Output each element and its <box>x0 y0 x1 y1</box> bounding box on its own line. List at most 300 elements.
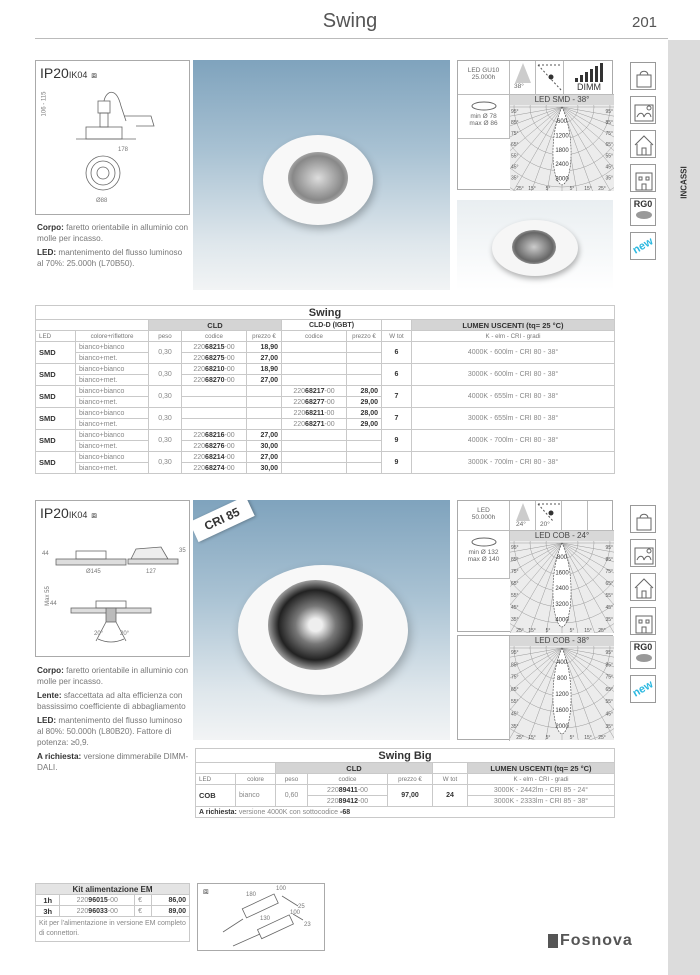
weight: 0,60 <box>276 785 308 807</box>
polar-angle-label: 85° <box>511 557 519 563</box>
polar-angle-label: 55° <box>511 153 519 160</box>
column-header: peso <box>276 774 308 785</box>
product-photo-1 <box>193 60 450 290</box>
polar-angle-label: 25° <box>598 735 606 740</box>
lumen-output: 3000K - 600lm - CRI 80 - 38° <box>412 364 615 386</box>
product-code <box>182 386 247 397</box>
polar-angle-label: 85° <box>511 662 519 669</box>
polar-angle-label: 25° <box>516 628 524 633</box>
product-code: 22068277-00 <box>282 397 347 408</box>
polar-angle-label: 95° <box>605 650 613 656</box>
product-code: 22068276-00 <box>182 441 247 452</box>
polar-angle-label: 85° <box>605 120 613 127</box>
polar-value-label: 1200 <box>555 133 569 140</box>
polar-value-label: 800 <box>556 555 568 561</box>
dim-width: 127 <box>146 569 157 575</box>
code-key: 68277 <box>305 398 325 406</box>
weight: 0,30 <box>149 386 182 408</box>
product-code: 22068214-00 <box>182 452 247 463</box>
price-cldd: 28,00 <box>347 408 382 419</box>
desc-key: A richiesta: <box>37 752 82 761</box>
empty-header <box>382 320 412 331</box>
product-code <box>182 419 247 430</box>
cri-badge: CRI 85 <box>193 500 255 542</box>
new-label: new <box>630 678 656 700</box>
polar-angle-label: 25° <box>598 186 606 191</box>
product-code: 22068274-00 <box>182 463 247 474</box>
color: bianco <box>236 785 276 807</box>
office-icon <box>630 164 656 192</box>
led-type: SMD <box>36 408 76 430</box>
polar-angle-label: 25° <box>598 628 606 633</box>
product-code <box>282 463 347 474</box>
product-code: 22068217-00 <box>282 386 347 397</box>
dim-h2: 35 <box>179 548 186 554</box>
polar-angle-label: 65° <box>511 686 519 693</box>
code-key: 68214 <box>205 453 225 461</box>
color-reflector: bianco+met. <box>76 441 149 452</box>
source-info: LED 50.000h <box>458 501 510 531</box>
table-title-row <box>36 306 615 320</box>
price-cldd <box>347 441 382 452</box>
kit-dim: 100 <box>276 886 287 892</box>
polar-angle-label: 35° <box>511 723 519 730</box>
polar-angle-label: 65° <box>511 142 519 149</box>
desc-key: Lente: <box>37 691 62 700</box>
dim-width: 178 <box>118 147 129 153</box>
new-icon <box>630 232 656 260</box>
color-reflector: bianco+met. <box>76 463 149 474</box>
cut-out-info: min Ø 132 max Ø 140 <box>458 531 510 579</box>
table-row <box>36 452 615 463</box>
table-row <box>36 408 615 419</box>
polar-angle-label: 55° <box>605 153 613 160</box>
product-photo-1b <box>457 200 613 290</box>
polar-diagram <box>510 105 614 191</box>
price-cld: 27,00 <box>247 430 282 441</box>
dim-hole: Ø88 <box>96 198 108 204</box>
price-cld: 30,00 <box>247 441 282 452</box>
fixture-drawing <box>36 61 191 216</box>
kit-dim: 180 <box>246 892 257 898</box>
rg0-label: RG0 <box>633 642 653 652</box>
technical-drawing-2 <box>35 500 190 657</box>
polar-value-label: 2000 <box>555 724 569 730</box>
kit-row <box>36 906 190 917</box>
table-title: Swing <box>36 306 615 320</box>
dim-angle-right: 20° <box>120 631 130 637</box>
kit-price: 89,00 <box>151 906 189 917</box>
description-1 <box>37 222 190 272</box>
home-icon <box>630 130 656 158</box>
watt-total: 6 <box>382 364 412 386</box>
desc-key: Corpo: <box>37 223 64 232</box>
note-code: -68 <box>340 808 351 816</box>
dim-angle-left: 20° <box>94 631 104 637</box>
code-key: 89411 <box>338 786 358 794</box>
watt-total: 9 <box>382 452 412 474</box>
kit-duration: 1h <box>36 895 60 906</box>
polar-value-label: 1800 <box>555 147 569 154</box>
hotel-icon <box>630 96 656 124</box>
column-header: codice <box>282 331 347 342</box>
led-type: SMD <box>36 386 76 408</box>
column-header-row <box>196 774 615 785</box>
polar-angle-label: 5° <box>569 186 575 191</box>
rg0-icon <box>630 198 656 226</box>
price-cld <box>247 419 282 430</box>
dim-diameter: Ø145 <box>86 569 101 575</box>
kit-row <box>36 895 190 906</box>
kit-title: Kit alimentazione EM <box>36 884 190 895</box>
table-row <box>36 342 615 353</box>
color-reflector: bianco+met. <box>76 397 149 408</box>
polar-angle-label: 15° <box>528 628 536 633</box>
price-cldd: 29,00 <box>347 419 382 430</box>
product-code: 22068210-00 <box>182 364 247 375</box>
price-cld: 27,00 <box>247 375 282 386</box>
kit-dim: 130 <box>260 916 271 922</box>
page-title: Swing <box>322 10 378 32</box>
polar-angle-label: 45° <box>605 164 613 171</box>
polar-angle-label: 75° <box>605 674 613 681</box>
technical-drawing-1 <box>35 60 190 215</box>
product-code <box>282 375 347 386</box>
color-reflector: bianco+bianco <box>76 430 149 441</box>
swing-product-table <box>35 305 615 474</box>
kit-duration: 3h <box>36 906 60 917</box>
polar-title: LED COB - 38° <box>510 636 614 646</box>
polar-title: LED SMD - 38° <box>510 95 614 105</box>
color-reflector: bianco+bianco <box>76 452 149 463</box>
ip-value: IP20 <box>40 505 69 521</box>
polar-angle-label: 5° <box>569 735 575 740</box>
dimmable-icon: DIMM <box>564 61 614 95</box>
group-cld: CLD <box>149 320 282 331</box>
price: 97,00 <box>388 785 433 807</box>
polar-angle-label: 95° <box>605 109 613 115</box>
color-reflector: bianco+met. <box>76 419 149 430</box>
currency: € <box>135 895 152 906</box>
polar-value-label: 2400 <box>555 162 569 169</box>
polar-angle-label: 55° <box>605 699 613 706</box>
polar-angle-label: 25° <box>516 186 524 191</box>
weight: 0,30 <box>149 364 182 386</box>
polar-value-label: 1200 <box>555 692 569 698</box>
class2-icon: ⧈ <box>203 886 209 896</box>
code-key: 68217 <box>305 387 325 395</box>
empty-cell <box>458 636 510 741</box>
group-header-row <box>196 763 615 774</box>
color-reflector: bianco+bianco <box>76 386 149 397</box>
product-code: 22089411-00 <box>308 785 388 796</box>
kit-note: Kit per l'alimentazione in versione EM completo di connettori. <box>36 917 190 942</box>
polar-value-label: 1600 <box>555 708 569 714</box>
polar-angle-label: 75° <box>511 131 519 138</box>
desc-text: faretto orientabile in alluminio con molle per incasso. <box>37 666 189 686</box>
ip-value: IP20 <box>40 65 69 81</box>
product-code: 22089412-00 <box>308 796 388 807</box>
lumen-output: 3000K - 655lm - CRI 80 - 38° <box>412 408 615 430</box>
led-type: SMD <box>36 342 76 364</box>
watt-total: 6 <box>382 342 412 364</box>
polar-value-label: 800 <box>556 676 568 682</box>
lumen-output: 4000K - 655lm - CRI 80 - 38° <box>412 386 615 408</box>
desc-key: LED: <box>37 716 57 725</box>
polar-diagram <box>510 541 614 633</box>
code-key: 68215 <box>205 343 225 351</box>
product-code: 22096033-00 <box>60 906 135 917</box>
kit-dim: 23 <box>304 922 311 928</box>
note-text: versione 4000K con sottocodice <box>236 808 340 816</box>
price-cldd <box>347 342 382 353</box>
color-reflector: bianco+bianco <box>76 364 149 375</box>
product-code <box>282 342 347 353</box>
code-key: 68274 <box>205 464 225 472</box>
polar-title: LED COB - 24° <box>510 531 614 541</box>
polar-angle-label: 15° <box>528 735 536 740</box>
polar-value-label: 1600 <box>555 570 569 577</box>
polar-angle-label: 15° <box>584 735 592 740</box>
group-lumen: LUMEN USCENTI (tq= 25 °C) <box>468 763 615 774</box>
weight: 0,30 <box>149 408 182 430</box>
lumen-output: 4000K - 600lm - CRI 80 - 38° <box>412 342 615 364</box>
watt-total: 24 <box>433 785 468 807</box>
polar-angle-label: 85° <box>511 120 519 127</box>
product-photo-2 <box>193 500 450 740</box>
price-cldd <box>347 375 382 386</box>
polar-angle-label: 45° <box>605 605 613 611</box>
column-header: W tot <box>382 331 412 342</box>
code-key: 68276 <box>205 442 225 450</box>
fixture-drawing <box>36 501 191 656</box>
price-cld <box>247 386 282 397</box>
column-header: K - elm - CRI - gradi <box>468 774 615 785</box>
polar-angle-label: 15° <box>584 186 592 191</box>
table-title-row <box>196 749 615 763</box>
dim-height: 106 - 115 <box>41 91 48 117</box>
group-lumen: LUMEN USCENTI (tq= 25 °C) <box>412 320 615 331</box>
polar-angle-label: 45° <box>511 605 519 611</box>
photometric-box-2 <box>457 500 613 632</box>
code-key: 68270 <box>205 376 225 384</box>
beam-angle-icon: 38° <box>510 61 536 95</box>
class2-icon: ⧈ <box>91 510 97 520</box>
cut-out-info: min Ø 78 max Ø 86 <box>458 95 510 139</box>
polar-angle-label: 5° <box>545 735 551 740</box>
currency: € <box>135 906 152 917</box>
lumen-output: 3000K - 2442lm - CRI 85 - 24° <box>468 785 615 796</box>
polar-angle-label: 35° <box>605 175 613 182</box>
beam-angle-icon: 24° <box>510 501 536 531</box>
polar-angle-label: 45° <box>511 711 519 718</box>
product-code: 22096015-00 <box>60 895 135 906</box>
kit-dim: 25 <box>298 904 305 910</box>
price-cld: 18,90 <box>247 364 282 375</box>
led-type: SMD <box>36 430 76 452</box>
desc-text: versione dimmerabile DIMM-DALI. <box>37 752 189 772</box>
product-code <box>282 353 347 364</box>
rg0-icon <box>630 641 656 669</box>
polar-angle-label: 75° <box>605 131 613 138</box>
rg0-label: RG0 <box>633 199 653 209</box>
product-code <box>182 408 247 419</box>
new-label: new <box>630 235 656 257</box>
product-code <box>282 364 347 375</box>
brand-name: Fosnova <box>560 932 633 949</box>
lumen-output: 3000K - 2333lm - CRI 85 - 38° <box>468 796 615 807</box>
polar-angle-label: 55° <box>605 593 613 599</box>
product-code: 22068275-00 <box>182 353 247 364</box>
polar-angle-label: 65° <box>605 142 613 149</box>
code-key: 96015 <box>88 896 108 904</box>
weight: 0,30 <box>149 452 182 474</box>
product-code: 22068271-00 <box>282 419 347 430</box>
code-key: 68210 <box>205 365 225 373</box>
description-2 <box>37 665 190 776</box>
swing-big-product-table <box>195 748 615 818</box>
availability-note <box>196 807 615 818</box>
polar-angle-label: 35° <box>511 617 519 623</box>
color-reflector: bianco+bianco <box>76 342 149 353</box>
office-icon <box>630 607 656 635</box>
color-reflector: bianco+bianco <box>76 408 149 419</box>
code-key: 96033 <box>88 907 108 915</box>
empty-header <box>433 763 468 774</box>
ik-value: IK04 <box>68 70 88 80</box>
product-code <box>182 397 247 408</box>
lumen-output: 4000K - 700lm - CRI 80 - 38° <box>412 430 615 452</box>
product-code <box>282 452 347 463</box>
polar-angle-label: 5° <box>569 628 575 633</box>
kit-note-row <box>36 917 190 942</box>
source-info: LED GU10 25.000h <box>458 61 510 95</box>
table-row <box>36 430 615 441</box>
polar-value-label: 600 <box>556 119 568 125</box>
price-cld: 30,00 <box>247 463 282 474</box>
price-cldd <box>347 353 382 364</box>
polar-diagram <box>510 646 614 740</box>
price-cldd <box>347 463 382 474</box>
led-type: SMD <box>36 452 76 474</box>
price-cldd: 29,00 <box>347 397 382 408</box>
polar-angle-label: 85° <box>605 662 613 669</box>
ik-value: IK04 <box>68 510 88 520</box>
polar-angle-label: 65° <box>605 686 613 693</box>
polar-angle-label: 55° <box>511 593 519 599</box>
polar-angle-label: 45° <box>605 711 613 718</box>
dim-max: Max 55 <box>44 586 51 606</box>
empty-cell <box>588 501 614 531</box>
code-key: 68275 <box>205 354 225 362</box>
desc-key: Corpo: <box>37 666 64 675</box>
polar-angle-label: 15° <box>528 186 536 191</box>
polar-angle-label: 35° <box>605 617 613 623</box>
price-cldd <box>347 430 382 441</box>
polar-angle-label: 35° <box>511 175 519 182</box>
photometric-box-1 <box>457 60 613 190</box>
desc-key: LED: <box>37 248 57 257</box>
polar-value-label: 4000 <box>555 617 569 624</box>
column-header: prezzo € <box>388 774 433 785</box>
polar-angle-label: 95° <box>511 109 519 115</box>
empty-header <box>36 320 149 331</box>
polar-value-label: 3200 <box>555 601 569 608</box>
kit-table <box>35 883 190 942</box>
group-cld: CLD <box>276 763 433 774</box>
product-code <box>282 441 347 452</box>
category-label: INCASSI <box>679 166 689 199</box>
column-header: codice <box>308 774 388 785</box>
desc-text: sfaccettata ad alta efficienza con bassissimo coefficiente di abbagliamento <box>37 691 186 711</box>
class2-icon: ⧈ <box>91 70 97 80</box>
polar-angle-label: 25° <box>516 735 524 740</box>
polar-value-label: 400 <box>556 660 568 666</box>
weight: 0,30 <box>149 342 182 364</box>
tilt-icon: 20° <box>536 501 562 531</box>
desc-text: mantenimento del flusso luminoso al 80%: 50.000h (L80B20). Fattore di potenza: ≥0,9. <box>37 716 183 747</box>
price-cld: 18,90 <box>247 342 282 353</box>
polar-angle-label: 95° <box>511 650 519 656</box>
product-code: 22068270-00 <box>182 375 247 386</box>
dim-h1: 44 <box>42 551 49 557</box>
column-header: LED <box>36 331 76 342</box>
product-code: 22068216-00 <box>182 430 247 441</box>
product-code <box>282 430 347 441</box>
table-row <box>36 386 615 397</box>
polar-angle-label: 45° <box>511 164 519 171</box>
desc-text: faretto orientabile in alluminio con molle per incasso. <box>37 223 189 243</box>
table-row <box>196 785 615 796</box>
polar-angle-label: 75° <box>605 569 613 575</box>
lumen-output: 3000K - 700lm - CRI 80 - 38° <box>412 452 615 474</box>
product-code: 22068211-00 <box>282 408 347 419</box>
column-header: peso <box>149 331 182 342</box>
column-header-row <box>36 331 615 342</box>
price-cldd <box>347 364 382 375</box>
column-header: codice <box>182 331 247 342</box>
polar-angle-label: 85° <box>605 557 613 563</box>
column-header: LED <box>196 774 236 785</box>
column-header: prezzo € <box>347 331 382 342</box>
color-reflector: bianco+met. <box>76 375 149 386</box>
product-code: 22068215-00 <box>182 342 247 353</box>
watt-total: 7 <box>382 386 412 408</box>
price-cld: 27,00 <box>247 353 282 364</box>
polar-angle-label: 15° <box>584 628 592 633</box>
note-key: A richiesta: <box>199 808 237 816</box>
polar-angle-label: 95° <box>511 545 519 551</box>
brand-logo <box>548 932 633 950</box>
price-cld: 27,00 <box>247 452 282 463</box>
empty-cell <box>562 501 588 531</box>
polar-angle-label: 55° <box>511 699 519 706</box>
price-cld <box>247 397 282 408</box>
kit-dim: 100 <box>290 910 301 916</box>
table-row <box>36 364 615 375</box>
polar-angle-label: 95° <box>605 545 613 551</box>
kit-price: 86,00 <box>151 895 189 906</box>
kit-drawing <box>197 883 325 951</box>
code-key: 68211 <box>305 409 325 417</box>
tilt-icon <box>536 61 564 95</box>
column-header: colore <box>236 774 276 785</box>
home-icon <box>630 573 656 601</box>
polar-angle-label: 5° <box>545 186 551 191</box>
header-divider <box>35 38 668 39</box>
column-header: prezzo € <box>247 331 282 342</box>
polar-value-label: 3000 <box>555 176 569 183</box>
